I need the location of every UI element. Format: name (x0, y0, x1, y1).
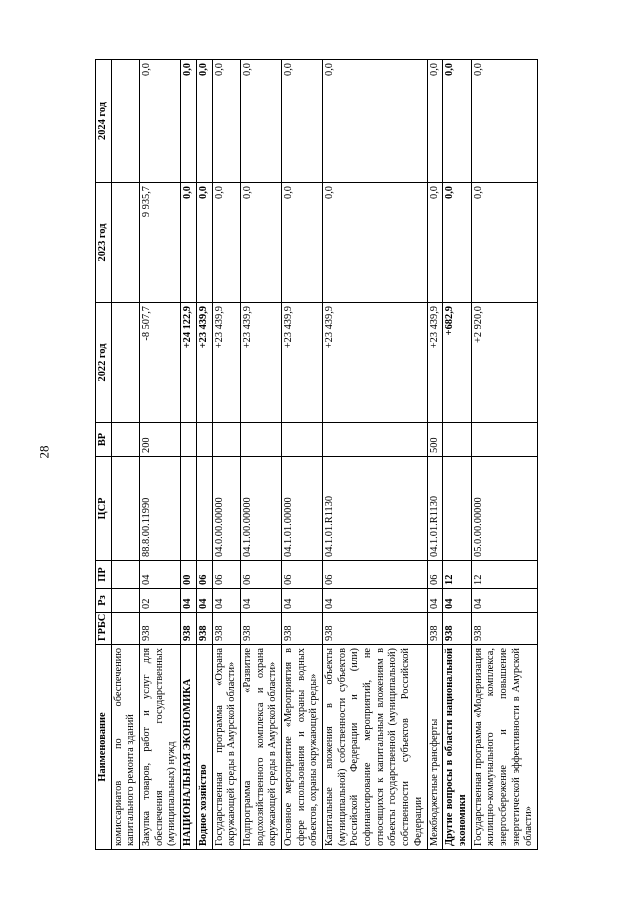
cell-csr (196, 457, 212, 561)
cell-pr: 12 (471, 561, 537, 589)
header-name: Наименование (96, 645, 112, 850)
cell-2022: +23 439,9 (323, 303, 428, 423)
cell-2024: 0,0 (196, 60, 212, 183)
cell-pr: 12 (443, 561, 471, 589)
cell-name: Межбюджетные трансферты (427, 645, 443, 850)
cell-rz (111, 589, 139, 613)
cell-2022: +23 439,9 (240, 303, 281, 423)
cell-pr: 06 (240, 561, 281, 589)
cell-2022: +23 439,9 (196, 303, 212, 423)
cell-csr: 04.0.00.00000 (212, 457, 240, 561)
header-vr: ВР (96, 423, 112, 457)
cell-vr (240, 423, 281, 457)
table-header-row (96, 60, 112, 850)
cell-vr (443, 423, 471, 457)
cell-csr: 05.0.00.00000 (471, 457, 537, 561)
table-row (140, 60, 181, 850)
cell-name: Основное мероприятие «Мероприятия в сфере использования и охраны водных объектов, охраны окружающей среды» (281, 645, 322, 850)
cell-csr: 04.1.01.R1130 (427, 457, 443, 561)
cell-vr: 200 (140, 423, 181, 457)
cell-vr (471, 423, 537, 457)
cell-name: Государственная программа «Модернизация жилищно-коммунального комплекса, энергосбережение и повышение энергетической эффективности в Амурской области» (471, 645, 537, 850)
table-row (323, 60, 428, 850)
header-2024: 2024 год (96, 60, 112, 183)
cell-2024: 0,0 (427, 60, 443, 183)
cell-rz: 04 (471, 589, 537, 613)
cell-pr: 06 (212, 561, 240, 589)
cell-csr (181, 457, 197, 561)
cell-rz: 04 (323, 589, 428, 613)
cell-pr: 06 (281, 561, 322, 589)
cell-grbs: 938 (240, 613, 281, 645)
cell-2022: +682,9 (443, 303, 471, 423)
cell-2022: +23 439,9 (212, 303, 240, 423)
cell-vr (181, 423, 197, 457)
cell-2022 (111, 303, 139, 423)
cell-2023: 0,0 (196, 183, 212, 303)
cell-2022: -8 507,7 (140, 303, 181, 423)
page-number: 28 (36, 445, 52, 459)
cell-pr: 06 (196, 561, 212, 589)
header-2022: 2022 год (96, 303, 112, 423)
cell-rz: 04 (443, 589, 471, 613)
cell-name: комиссариатов по обеспечению капитального ремонта зданий (111, 645, 139, 850)
cell-2024: 0,0 (140, 60, 181, 183)
header-grbs: ГРБС (96, 613, 112, 645)
cell-pr: 06 (323, 561, 428, 589)
cell-name: Закупка товаров, работ и услуг для обеспечения государственных (муниципальных) нужд (140, 645, 181, 850)
cell-2024: 0,0 (281, 60, 322, 183)
cell-rz: 02 (140, 589, 181, 613)
cell-2023: 0,0 (281, 183, 322, 303)
cell-csr (443, 457, 471, 561)
cell-rz: 04 (181, 589, 197, 613)
cell-pr: 00 (181, 561, 197, 589)
cell-grbs: 938 (427, 613, 443, 645)
cell-name: НАЦИОНАЛЬНАЯ ЭКОНОМИКА (181, 645, 197, 850)
cell-name: Капитальные вложения в объекты (муниципальной) собственности субъектов Российской Федерации и (или) софинансирование мероприятий, не относящихся к капитальным вложениям в объекты государственной (муниципальной) собственности субъектов Российской Федерации (323, 645, 428, 850)
header-rz: Рз (96, 589, 112, 613)
cell-name: Другие вопросы в области национальной экономики (443, 645, 471, 850)
cell-name: Подпрограмма «Развитие водохозяйственного комплекса и охрана окружающей среды в Амурской области» (240, 645, 281, 850)
budget-table (95, 59, 538, 850)
cell-2024: 0,0 (181, 60, 197, 183)
cell-grbs: 938 (196, 613, 212, 645)
cell-2023 (111, 183, 139, 303)
cell-2023: 0,0 (323, 183, 428, 303)
table-row (181, 60, 197, 850)
table-row (111, 60, 139, 850)
table-row (427, 60, 443, 850)
table-row (196, 60, 212, 850)
cell-grbs: 938 (212, 613, 240, 645)
cell-2022: +24 122,9 (181, 303, 197, 423)
header-csr: ЦСР (96, 457, 112, 561)
cell-2022: +23 439,9 (281, 303, 322, 423)
cell-2023: 0,0 (240, 183, 281, 303)
rotated-table-container (95, 60, 535, 850)
cell-pr: 04 (140, 561, 181, 589)
cell-rz: 04 (240, 589, 281, 613)
table-row (471, 60, 537, 850)
cell-grbs: 938 (281, 613, 322, 645)
cell-rz: 04 (212, 589, 240, 613)
cell-grbs: 938 (323, 613, 428, 645)
cell-name: Водное хозяйство (196, 645, 212, 850)
cell-grbs (111, 613, 139, 645)
cell-grbs: 938 (140, 613, 181, 645)
cell-csr: 04.1.01.R1130 (323, 457, 428, 561)
cell-2022: +2 920,0 (471, 303, 537, 423)
table-row (443, 60, 471, 850)
cell-grbs: 938 (181, 613, 197, 645)
cell-2023: 0,0 (427, 183, 443, 303)
cell-pr (111, 561, 139, 589)
cell-csr: 04.1.00.00000 (240, 457, 281, 561)
cell-vr (196, 423, 212, 457)
table-row (240, 60, 281, 850)
cell-2023: 0,0 (443, 183, 471, 303)
cell-rz: 04 (427, 589, 443, 613)
cell-2023: 0,0 (212, 183, 240, 303)
cell-2023: 0,0 (471, 183, 537, 303)
cell-2024: 0,0 (323, 60, 428, 183)
cell-grbs: 938 (443, 613, 471, 645)
cell-2024: 0,0 (212, 60, 240, 183)
table-row (281, 60, 322, 850)
cell-rz: 04 (281, 589, 322, 613)
header-pr: ПР (96, 561, 112, 589)
cell-vr (323, 423, 428, 457)
cell-rz: 04 (196, 589, 212, 613)
header-2023: 2023 год (96, 183, 112, 303)
cell-2024: 0,0 (471, 60, 537, 183)
table-body (111, 60, 537, 850)
cell-2024: 0,0 (240, 60, 281, 183)
cell-2023: 0,0 (181, 183, 197, 303)
document-area (95, 60, 535, 850)
cell-vr (111, 423, 139, 457)
cell-csr (111, 457, 139, 561)
cell-vr (212, 423, 240, 457)
cell-name: Государственная программа «Охрана окружающей среды в Амурской области» (212, 645, 240, 850)
cell-csr: 04.1.01.00000 (281, 457, 322, 561)
cell-2023: 9 935,7 (140, 183, 181, 303)
cell-csr: 88.8.00.11990 (140, 457, 181, 561)
cell-grbs: 938 (471, 613, 537, 645)
cell-vr (281, 423, 322, 457)
cell-2024 (111, 60, 139, 183)
cell-2022: +23 439,9 (427, 303, 443, 423)
cell-vr: 500 (427, 423, 443, 457)
table-row (212, 60, 240, 850)
cell-2024: 0,0 (443, 60, 471, 183)
cell-pr: 06 (427, 561, 443, 589)
